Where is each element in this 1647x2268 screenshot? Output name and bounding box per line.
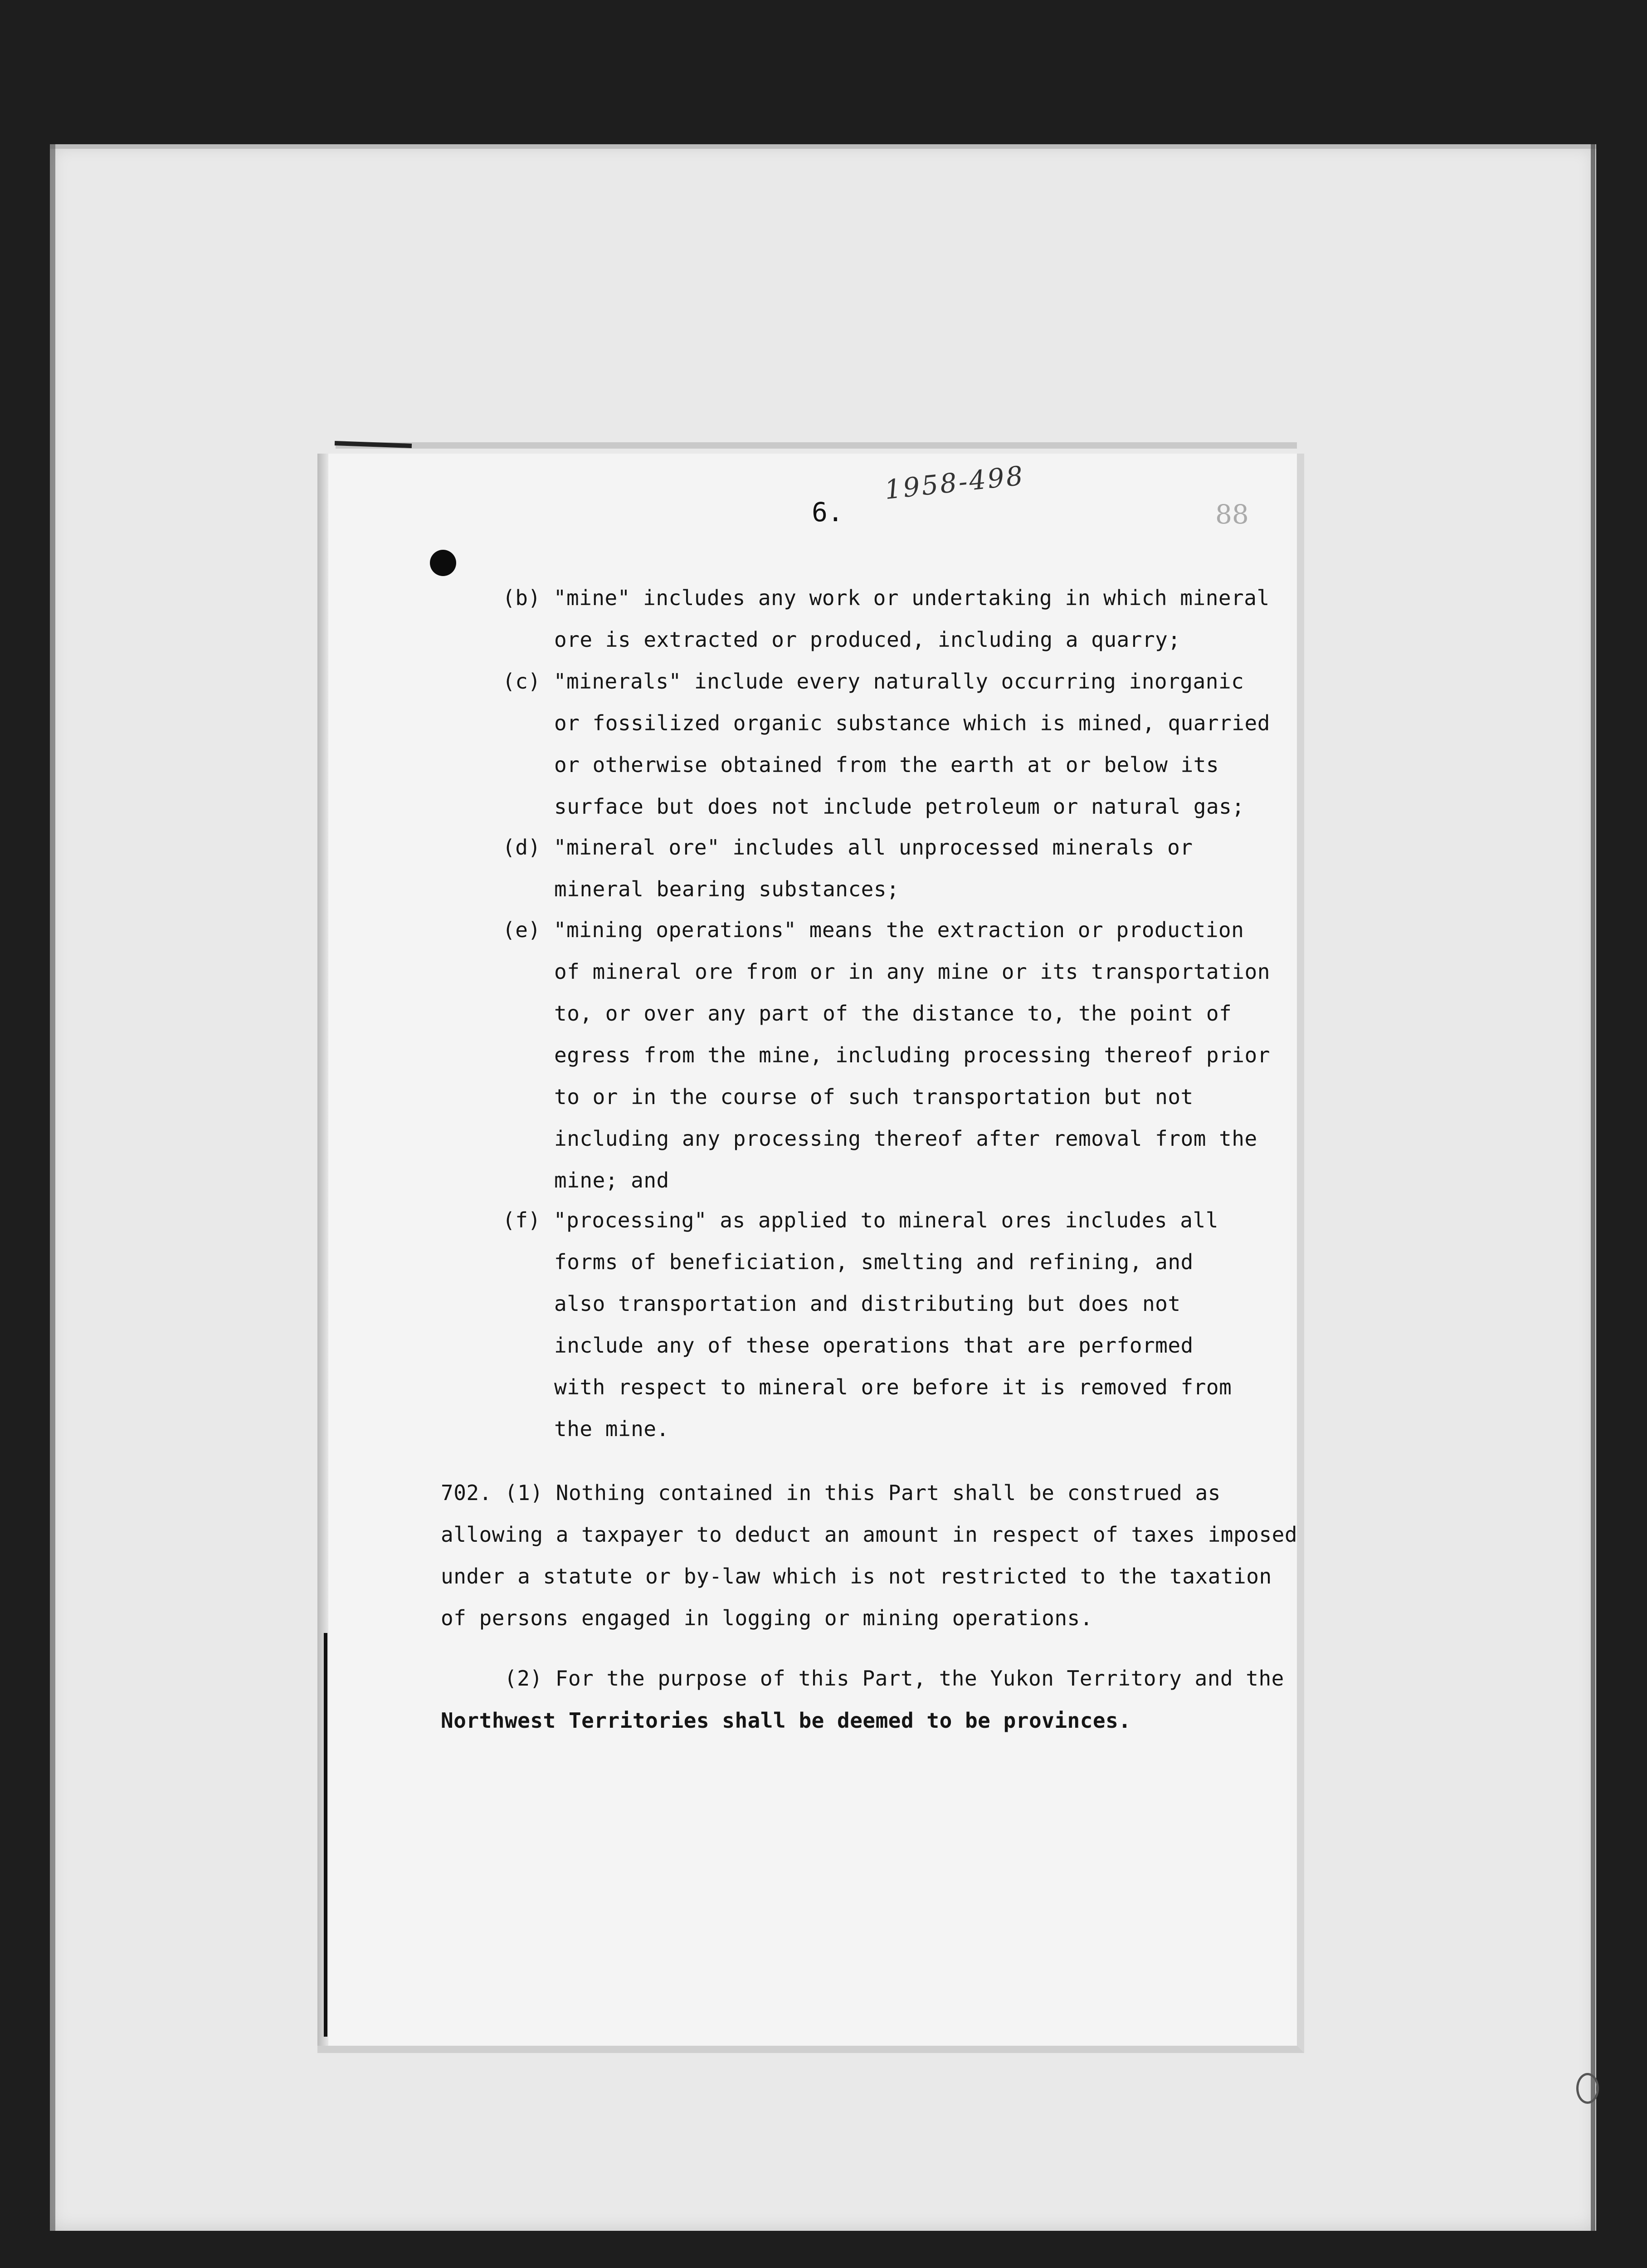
section-702-2-line-2: Northwest Territories shall be deemed to be provinces.	[441, 1708, 1131, 1733]
definition-e-line-1: (e) "mining operations" means the extraction or production	[502, 918, 1244, 942]
definition-e-line-2: of mineral ore from or in any mine or its transportation	[554, 959, 1270, 984]
margin-line	[324, 1633, 327, 2037]
section-702-1-line-3: under a statute or by-law which is not restricted to the taxation	[441, 1564, 1272, 1589]
definition-b-line-1: (b) "mine" includes any work or undertaking in which mineral	[502, 586, 1270, 610]
definition-e-line-6: including any processing thereof after removal from the	[554, 1126, 1257, 1151]
definition-e-line-5: to or in the course of such transportation but not	[554, 1085, 1194, 1109]
definition-c-line-4: surface but does not include petroleum or natural gas;	[554, 794, 1245, 819]
punch-hole-dot	[430, 550, 456, 576]
definition-c-line-3: or otherwise obtained from the earth at or below its	[554, 753, 1219, 777]
definition-e-line-7: mine; and	[554, 1168, 669, 1193]
definition-b-line-2: ore is extracted or produced, including a quarry;	[554, 627, 1181, 652]
section-702-2-line-1: (2) For the purpose of this Part, the Yukon Territory and the	[504, 1666, 1284, 1691]
section-702-1-line-4: of persons engaged in logging or mining operations.	[441, 1606, 1093, 1630]
definition-f-line-5: with respect to mineral ore before it is removed from	[554, 1375, 1232, 1399]
handwritten-reference: 1958-498	[883, 459, 1026, 506]
definition-e-line-4: egress from the mine, including processing thereof prior	[554, 1043, 1270, 1067]
definition-e-line-3: to, or over any part of the distance to, the point of	[554, 1001, 1232, 1026]
definition-f-line-1: (f) "processing" as applied to mineral ores includes all	[502, 1208, 1218, 1232]
frame-right-edge	[1591, 144, 1595, 2231]
frame-top-edge	[50, 144, 1596, 149]
definition-f-line-2: forms of beneficiation, smelting and refining, and	[554, 1250, 1194, 1274]
definition-f-line-6: the mine.	[554, 1417, 669, 1441]
section-702-1-line-2: allowing a taxpayer to deduct an amount in respect of taxes imposed	[441, 1522, 1298, 1547]
frame-left-edge	[50, 144, 55, 2231]
page-top-edge	[336, 442, 1297, 449]
page-number: 6.	[812, 497, 843, 528]
definition-f-line-3: also transportation and distributing but does not	[554, 1291, 1181, 1316]
section-702-1-line-1: 702. (1) Nothing contained in this Part shall be construed as	[441, 1481, 1221, 1505]
definition-d-line-2: mineral bearing substances;	[554, 877, 900, 901]
stamp-number: 88	[1215, 499, 1249, 530]
definition-c-line-2: or fossilized organic substance which is mined, quarried	[554, 711, 1270, 735]
definition-c-line-1: (c) "minerals" include every naturally occurring inorganic	[502, 669, 1244, 694]
corner-mark	[1576, 2073, 1599, 2104]
definition-f-line-4: include any of these operations that are performed	[554, 1333, 1194, 1358]
definition-d-line-1: (d) "mineral ore" includes all unprocessed minerals or	[502, 835, 1193, 860]
